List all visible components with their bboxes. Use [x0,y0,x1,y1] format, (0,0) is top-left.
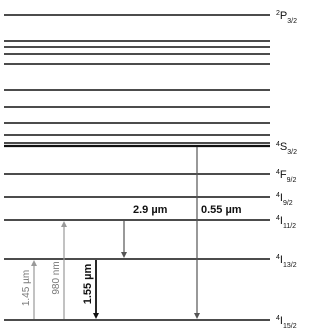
arrow-head [121,252,127,258]
arrow-head [61,221,67,227]
transition-arrow-t5 [194,147,242,319]
transition-arrow-t4 [121,204,168,258]
transition-arrow-t2 [51,221,67,319]
transition-label: 1.45 µm [21,269,32,307]
level-label: $^4I_{13/2}$ [276,254,297,269]
transition-label: 2.9 µm [133,204,168,216]
arrow-head [93,313,99,319]
transition-label: 0.55 µm [201,204,242,216]
transition-arrow-t1 [21,260,37,319]
transition-arrow-t3 [82,260,99,319]
transition-arrows [21,147,242,319]
level-label: $^4S_{3/2}$ [276,141,297,156]
arrow-head [194,313,200,319]
level-label: $^2P_{3/2}$ [276,10,297,25]
level-label: $^4F_{9/2}$ [276,169,297,184]
energy-levels [4,10,297,330]
transition-label: 980 nm [51,261,62,295]
level-label: $^4I_{11/2}$ [276,215,297,230]
transition-label: 1.55 µm [82,263,94,305]
level-label: $^4I_{15/2}$ [276,315,297,330]
arrow-head [31,260,37,266]
level-label: $^4I_{9/2}$ [276,192,293,207]
